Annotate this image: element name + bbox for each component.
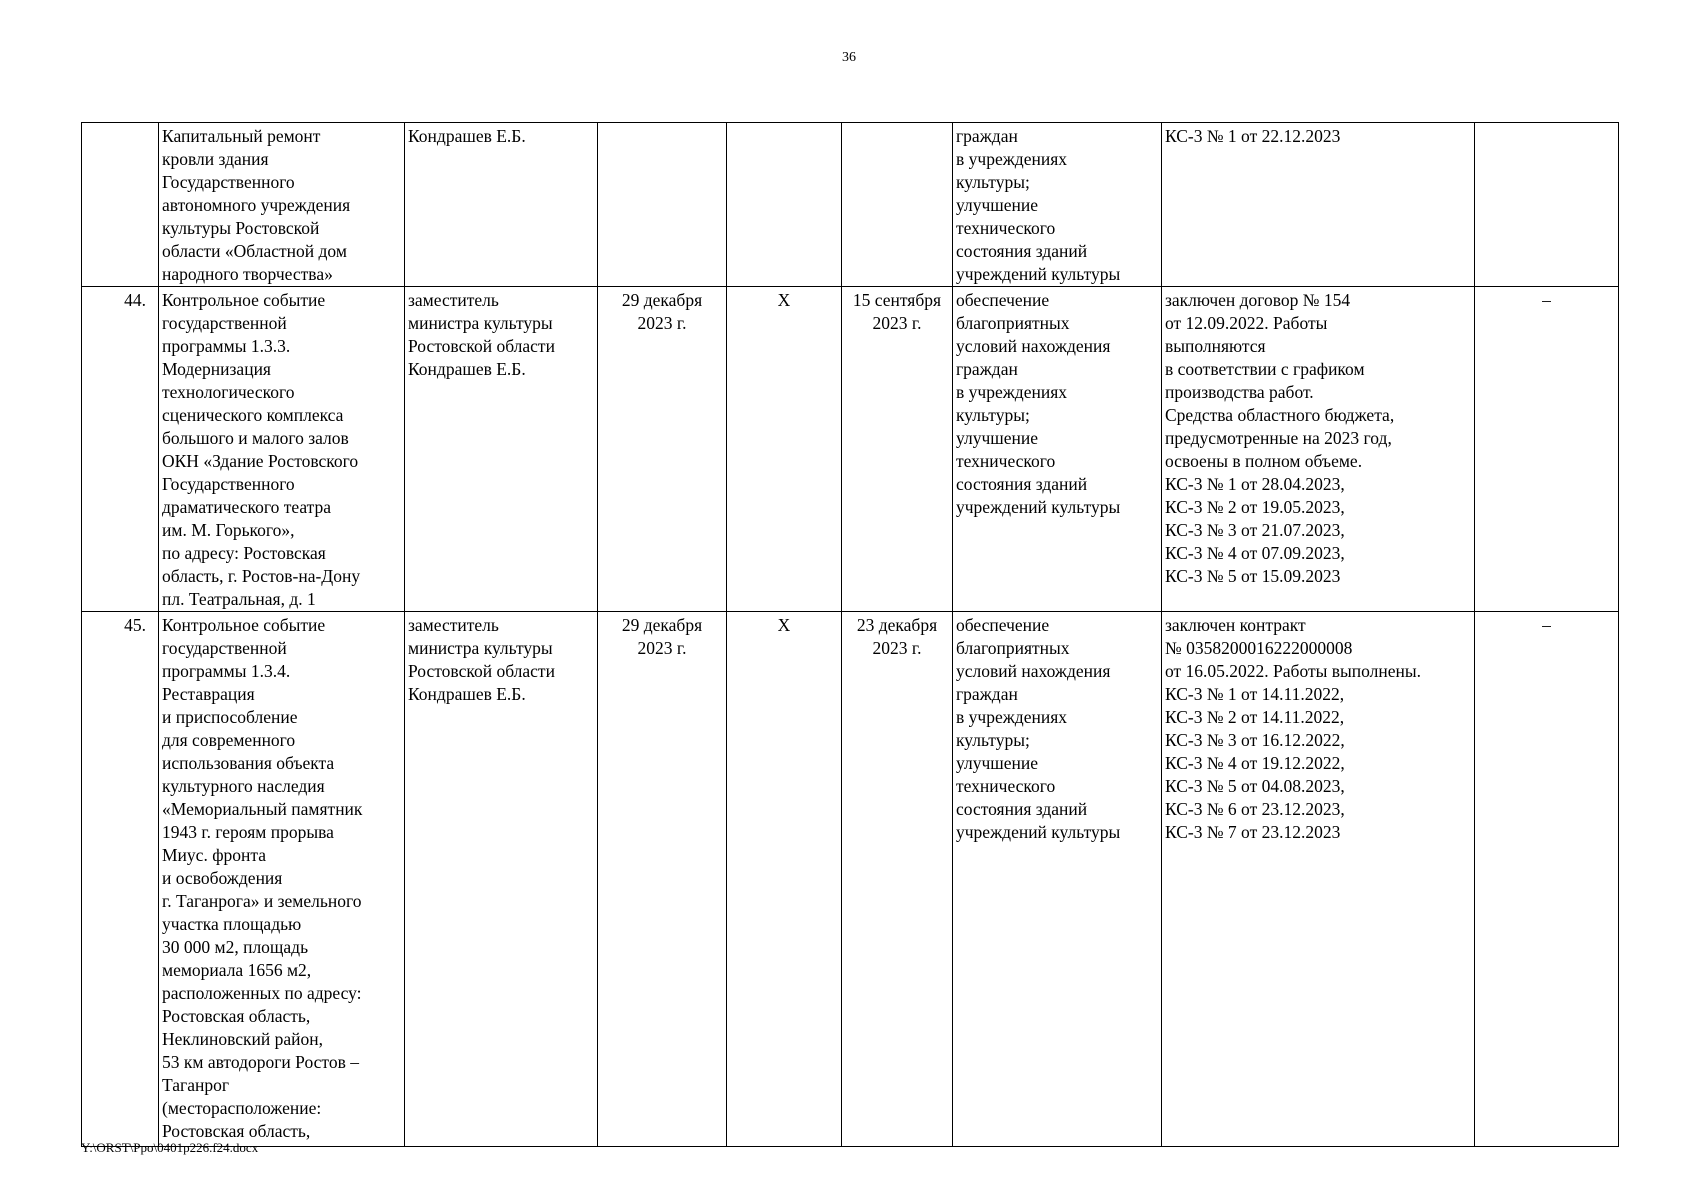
x-mark-cell bbox=[727, 123, 842, 287]
info-cell: заключен договор № 154 от 12.09.2022. Работы выполняются в соответствии с графиком производства работ. Средства областного бюджета, предусмотренные на 2023 год, освоены в полном объеме. КС-3 № 1 от 28.04.2023, КС-3 № 2 от 19.05.2023, КС-3 № 3 от 21.07.2023, КС-3 № 4 от 07.09.2023, КС-3 № 5 от 15.09.2023 bbox=[1162, 287, 1475, 612]
plan-date-cell: 29 декабря 2023 г. bbox=[598, 287, 727, 612]
table-row bbox=[82, 123, 1619, 287]
event-cell: Капитальный ремонт кровли здания Государственного автономного учреждения культуры Ростовской области «Областной дом народного творчества» bbox=[159, 123, 405, 287]
info-cell: КС-3 № 1 от 22.12.2023 bbox=[1162, 123, 1475, 287]
footer-file-path: Y:\ORST\Ppo\0401p226.f24.docx bbox=[81, 1140, 259, 1155]
result-cell: обеспечение благоприятных условий нахождения граждан в учреждениях культуры; улучшение технического состояния зданий учреждений культуры bbox=[953, 612, 1162, 1147]
row-number-cell bbox=[82, 123, 159, 287]
table-row bbox=[82, 612, 1619, 1147]
table-row bbox=[82, 287, 1619, 612]
responsible-cell: заместитель министра культуры Ростовской области Кондрашев Е.Б. bbox=[405, 287, 598, 612]
result-cell: обеспечение благоприятных условий нахождения граждан в учреждениях культуры; улучшение технического состояния зданий учреждений культуры bbox=[953, 287, 1162, 612]
result-cell: граждан в учреждениях культуры; улучшение технического состояния зданий учреждений культуры bbox=[953, 123, 1162, 287]
note-cell: – bbox=[1475, 287, 1619, 612]
responsible-cell: Кондрашев Е.Б. bbox=[405, 123, 598, 287]
report-table bbox=[81, 122, 1619, 1147]
x-mark-cell: Х bbox=[727, 287, 842, 612]
x-mark-cell: Х bbox=[727, 612, 842, 1147]
responsible-cell: заместитель министра культуры Ростовской области Кондрашев Е.Б. bbox=[405, 612, 598, 1147]
fact-date-cell: 15 сентября 2023 г. bbox=[842, 287, 953, 612]
note-cell bbox=[1475, 123, 1619, 287]
event-cell: Контрольное событие государственной программы 1.3.4. Реставрация и приспособление для современного использования объекта культурного наследия «Мемориальный памятник 1943 г. героям прорыва Миус. фронта и освобождения г. Таганрога» и земельного участка площадью 30 000 м2, площадь мемориала 1656 м2, расположенных по адресу: Ростовская область, Неклиновский район, 53 км автодороги Ростов – Таганрог (месторасположение: Ростовская область, bbox=[159, 612, 405, 1147]
note-cell: – bbox=[1475, 612, 1619, 1147]
info-cell: заключен контракт № 0358200016222000008 от 16.05.2022. Работы выполнены. КС-3 № 1 от 14.11.2022, КС-3 № 2 от 14.11.2022, КС-3 № 3 от 16.12.2022, КС-3 № 4 от 19.12.2022, КС-3 № 5 от 04.08.2023, КС-3 № 6 от 23.12.2023, КС-3 № 7 от 23.12.2023 bbox=[1162, 612, 1475, 1147]
row-number-cell: 44. bbox=[82, 287, 159, 612]
fact-date-cell: 23 декабря 2023 г. bbox=[842, 612, 953, 1147]
row-number-cell: 45. bbox=[82, 612, 159, 1147]
event-cell: Контрольное событие государственной программы 1.3.3. Модернизация технологического сценического комплекса большого и малого залов ОКН «Здание Ростовского Государственного драматического театра им. М. Горького», по адресу: Ростовская область, г. Ростов-на-Дону пл. Театральная, д. 1 bbox=[159, 287, 405, 612]
page-number: 36 bbox=[842, 50, 856, 65]
fact-date-cell bbox=[842, 123, 953, 287]
plan-date-cell: 29 декабря 2023 г. bbox=[598, 612, 727, 1147]
plan-date-cell bbox=[598, 123, 727, 287]
